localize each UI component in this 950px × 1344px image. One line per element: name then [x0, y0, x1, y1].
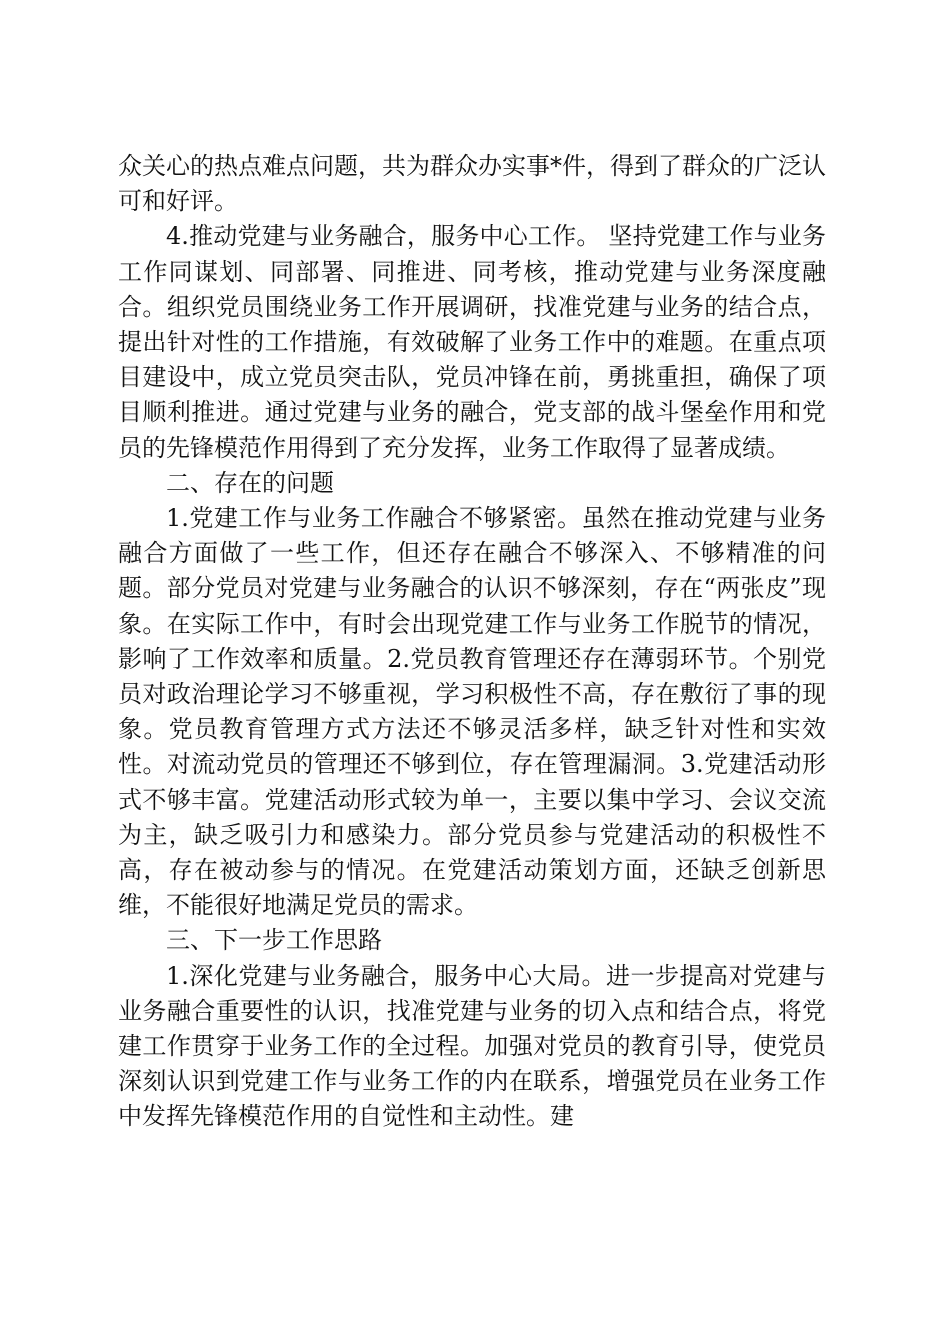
document-page: [118, 149, 826, 1135]
continuation-paragraph: 众关心的热点难点问题，共为群众办实事*件，得到了群众的广泛认可和好评。: [118, 152, 826, 216]
section-one-item-4-paragraph: 4.推动党建与业务融合，服务中心工作。 坚持党建工作与业务工作同谋划、同部署、同推进、同考核，推动党建与业务深度融合。组织党员围绕业务工作开展调研，找准党建与业务的结合点，提出针对性的工作措施，有效破解了业务工作中的难题。在重点项目建设中，成立党员突击队，党员冲锋在前，勇挑重担，确保了项目顺利推进。通过党建与业务的融合，党支部的战斗堡垒作用和党员的先锋模范作用得到了充分发挥，业务工作取得了显著成绩。: [118, 222, 826, 462]
section-two-paragraph: 1.党建工作与业务工作融合不够紧密。虽然在推动党建与业务融合方面做了一些工作，但还存在融合不够深入、不够精准的问题。部分党员对党建与业务融合的认识不够深刻，存在“两张皮”现象。在实际工作中，有时会出现党建工作与业务工作脱节的情况，影响了工作效率和质量。2.党员教育管理还存在薄弱环节。个别党员对政治理论学习不够重视，学习积极性不高，存在敷衍了事的现象。党员教育管理方式方法还不够灵活多样，缺乏针对性和实效性。对流动党员的管理还不够到位，存在管理漏洞。3.党建活动形式不够丰富。党建活动形式较为单一，主要以集中学习、会议交流为主，缺乏吸引力和感染力。部分党员参与党建活动的积极性不高，存在被动参与的情况。在党建活动策划方面，还缺乏创新思维，不能很好地满足党员的需求。: [118, 504, 826, 920]
section-three-paragraph: 1.深化党建与业务融合，服务中心大局。进一步提高对党建与业务融合重要性的认识，找准党建与业务的切入点和结合点，将党建工作贯穿于业务工作的全过程。加强对党员的教育引导，使党员深刻认识到党建工作与业务工作的内在联系，增强党员在业务工作中发挥先锋模范作用的自觉性和主动性。建: [118, 961, 826, 1131]
section-three-heading: 三、下一步工作思路: [166, 926, 382, 955]
section-two-heading: 二、存在的问题: [166, 468, 334, 497]
